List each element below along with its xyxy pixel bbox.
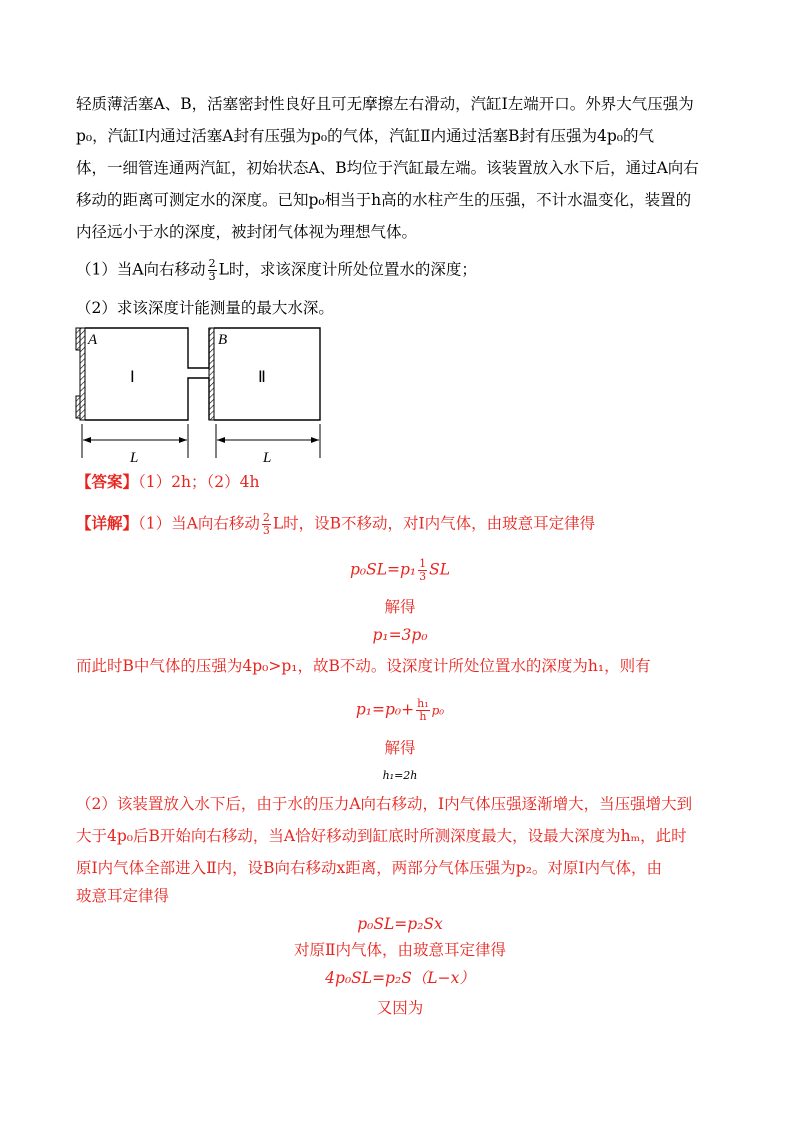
chamber-2-label: Ⅱ (258, 369, 266, 386)
part2-line-4: 玻意耳定律得 (76, 887, 170, 905)
fraction-numerator: h₁ (417, 697, 429, 710)
part2-line-1: （2）该装置放入水下后，由于水的压力A向右移动，Ⅰ内气体压强逐渐增大，当压强增大到 (76, 795, 693, 813)
fraction-denominator: h (419, 710, 427, 723)
solve-label-2: 解得 (384, 739, 416, 757)
equation-5-text: p₀SL=p₂Sx (357, 915, 443, 933)
solution-line-3: 对原Ⅱ内气体，由玻意耳定律得 (293, 941, 507, 959)
answer-tag: 【答案】 (76, 472, 139, 491)
question-1-suffix: L时，求该深度计所处位置水的深度； (218, 260, 477, 279)
piston-b (209, 328, 214, 420)
chamber-1-label: Ⅰ (130, 369, 135, 386)
answer-line (76, 472, 728, 492)
equation-6-text: 4p₀SL=p₂S（L−x） (325, 969, 475, 987)
problem-line-2: p₀，汽缸Ⅰ内通过活塞A封有压强为p₀的气体，汽缸Ⅱ内通过活塞B封有压强为4p₀的气 (76, 127, 655, 145)
piston-b-label: B (218, 332, 228, 348)
cylinder-diagram (70, 322, 340, 467)
question-2: （2）求该深度计能测量的最大水深。 (76, 299, 334, 317)
equation-4 (0, 766, 800, 786)
piston-a-label: A (88, 332, 98, 348)
solution-line-2: 而此时B中气体的压强为4p₀>p₁，故B不动。设深度计所处位置水的深度为h₁，则有 (76, 657, 651, 675)
problem-line-4: 移动的距离可测定水的深度。已知p₀相当于h高的水柱产生的压强，不计水温变化，装置的 (76, 191, 692, 209)
equation-4-text: h₁=2h (382, 769, 418, 782)
equation-3-left: p₁=p₀+ (355, 700, 415, 719)
fraction-two-thirds (208, 258, 217, 283)
fraction-h1-over-h (416, 698, 430, 723)
equation-6 (0, 968, 800, 988)
solution-line-1 (76, 512, 728, 537)
cylinder-1-wall-bottom (76, 396, 80, 418)
equation-2-text: p₁=3p₀ (372, 626, 428, 644)
dimension-label-left: L (130, 450, 139, 466)
part2-line-2: 大于4p₀后B开始向右移动，当A恰好移动到缸底时所测深度最大，设最大深度为hₘ，此时 (76, 827, 687, 845)
piston-a (80, 328, 85, 420)
fraction-denominator: 3 (419, 570, 427, 583)
dimension-label-right: L (263, 450, 272, 466)
equation-3 (0, 698, 800, 723)
fraction-numerator: 2 (208, 257, 216, 270)
cylinder-2-outline (214, 328, 320, 420)
solution-1-prefix: （1）当A向右移动 (138, 514, 260, 533)
solution-line-4: 又因为 (376, 999, 424, 1017)
question-1-prefix: （1）当A向右移动 (76, 260, 206, 279)
equation-2 (0, 625, 800, 645)
fraction-two-thirds-solution (262, 512, 271, 537)
equation-1-left: p₀SL=p₁ (349, 560, 417, 579)
answer-text: （1）2h；（2）4h (138, 473, 260, 491)
equation-1 (0, 558, 800, 583)
fraction-numerator: 1 (419, 557, 427, 570)
cylinder-1-outline-top (85, 328, 209, 368)
fraction-numerator: 2 (262, 511, 270, 524)
problem-line-1: 轻质薄活塞A、B，活塞密封性良好且可无摩擦左右滑动，汽缸Ⅰ左端开口。外界大气压强为 (76, 95, 694, 113)
solve-label-1: 解得 (384, 598, 416, 616)
part2-line-3: 原Ⅰ内气体全部进入Ⅱ内，设B向右移动x距离，两部分气体压强为p₂。对原Ⅰ内气体，由 (76, 859, 663, 877)
solution-tag: 【详解】 (76, 513, 139, 533)
problem-line-5: 内径远小于水的深度，被封闭气体视为理想气体。 (76, 223, 418, 241)
cylinder-1-wall-top (76, 328, 80, 350)
cylinder-1-outline-bottom (85, 378, 209, 420)
problem-line-3: 体，一细管连通两汽缸，初始状态A、B均位于汽缸最左端。该装置放入水下后，通过A向右 (76, 159, 699, 177)
equation-3-right: p₀ (431, 703, 445, 718)
equation-1-right: SL (429, 560, 451, 579)
solution-1-suffix: L时，设B不移动，对Ⅰ内气体，由玻意耳定律得 (272, 514, 596, 533)
fraction-denominator: 3 (262, 524, 270, 537)
question-1 (76, 258, 728, 283)
equation-5 (0, 914, 800, 934)
fraction-one-third (418, 558, 427, 583)
fraction-denominator: 3 (208, 270, 216, 283)
